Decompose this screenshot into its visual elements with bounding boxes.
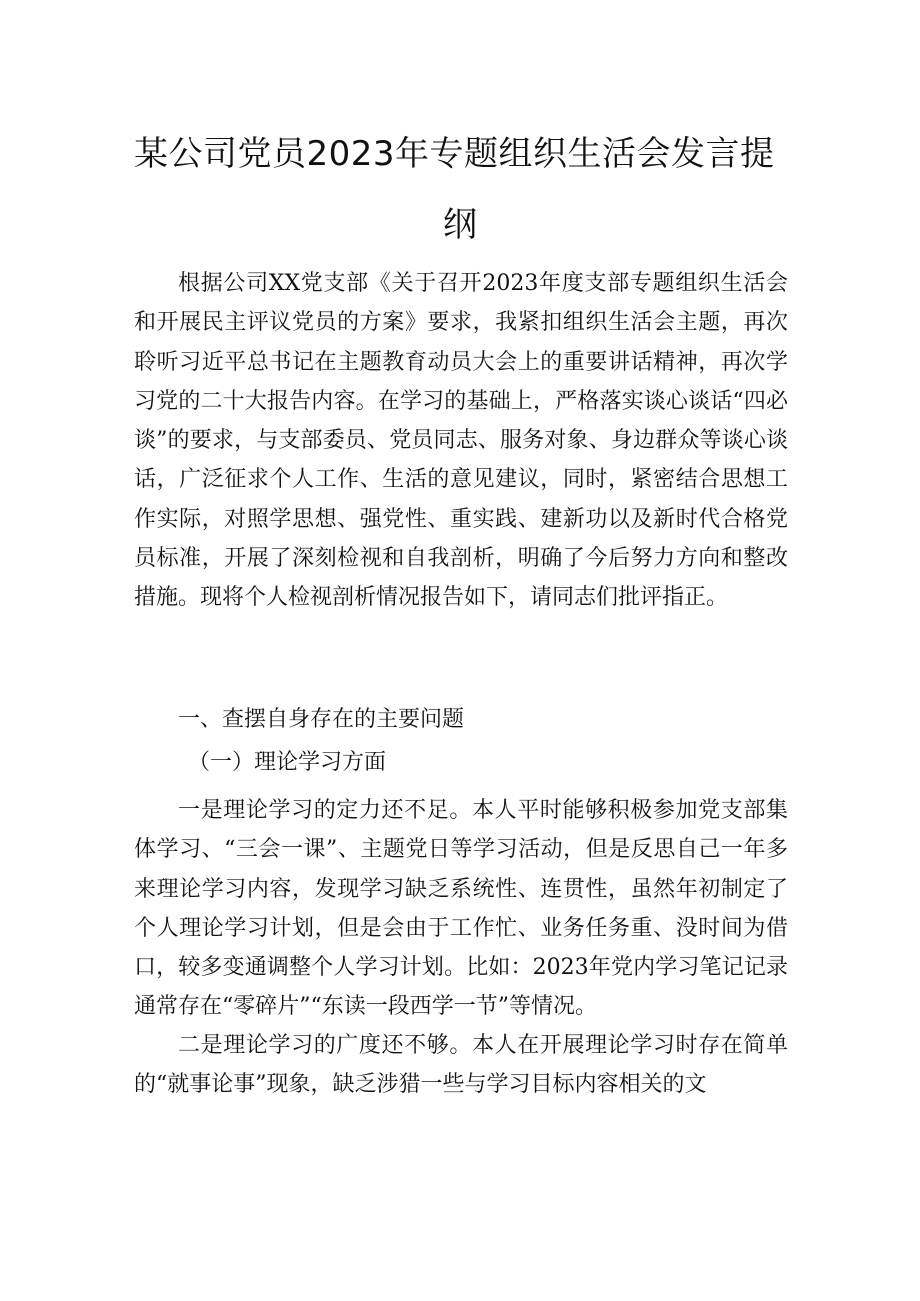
intro-paragraph: 根据公司XX党支部《关于召开2023年度支部专题组织生活会和开展民主评议党员的方案》要求，我紧扣组织生活会主题，再次聆听习近平总书记在主题教育动员大会上的重要讲话精神，再次学习党的二十大报告内容。在学习的基础上，严格落实谈心谈话“四必谈”的要求，与支部委员、党员同志、服务对象、身边群众等谈心谈话，广泛征求个人工作、生活的意见建议，同时，紧密结合思想工作实际，对照学思想、强党性、重实践、建新功以及新时代合格党员标准，开展了深刻检视和自我剖析，明确了今后努力方向和整改措施。现将个人检视剖析情况报告如下，请同志们批评指正。 [134, 271, 788, 611]
body-paragraph-2: 二是理论学习的广度还不够。本人在开展理论学习时存在简单的“就事论事”现象，缺乏涉猎一些与学习目标内容相关的文 [134, 1033, 788, 1098]
section-heading: 一、查摆自身存在的主要问题 [178, 707, 465, 732]
subsection-heading: （一）理论学习方面 [188, 750, 387, 775]
document-title-line-2: 纲 [443, 205, 477, 245]
body-paragraph-1: 一是理论学习的定力还不足。本人平时能够积极参加党支部集体学习、“三会一课”、主题党日等学习活动，但是反思自己一年多来理论学习内容，发现学习缺乏系统性、连贯性，虽然年初制定了个人理论学习计划，但是会由于工作忙、业务任务重、没时间为借口，较多变通调整个人学习计划。比如：2023年党内学习笔记记录通常存在“零碎片”“东读一段西学一节”等情况。 [134, 798, 788, 1020]
document-title-line-1: 某公司党员2023年专题组织生活会发言提 [134, 134, 775, 174]
